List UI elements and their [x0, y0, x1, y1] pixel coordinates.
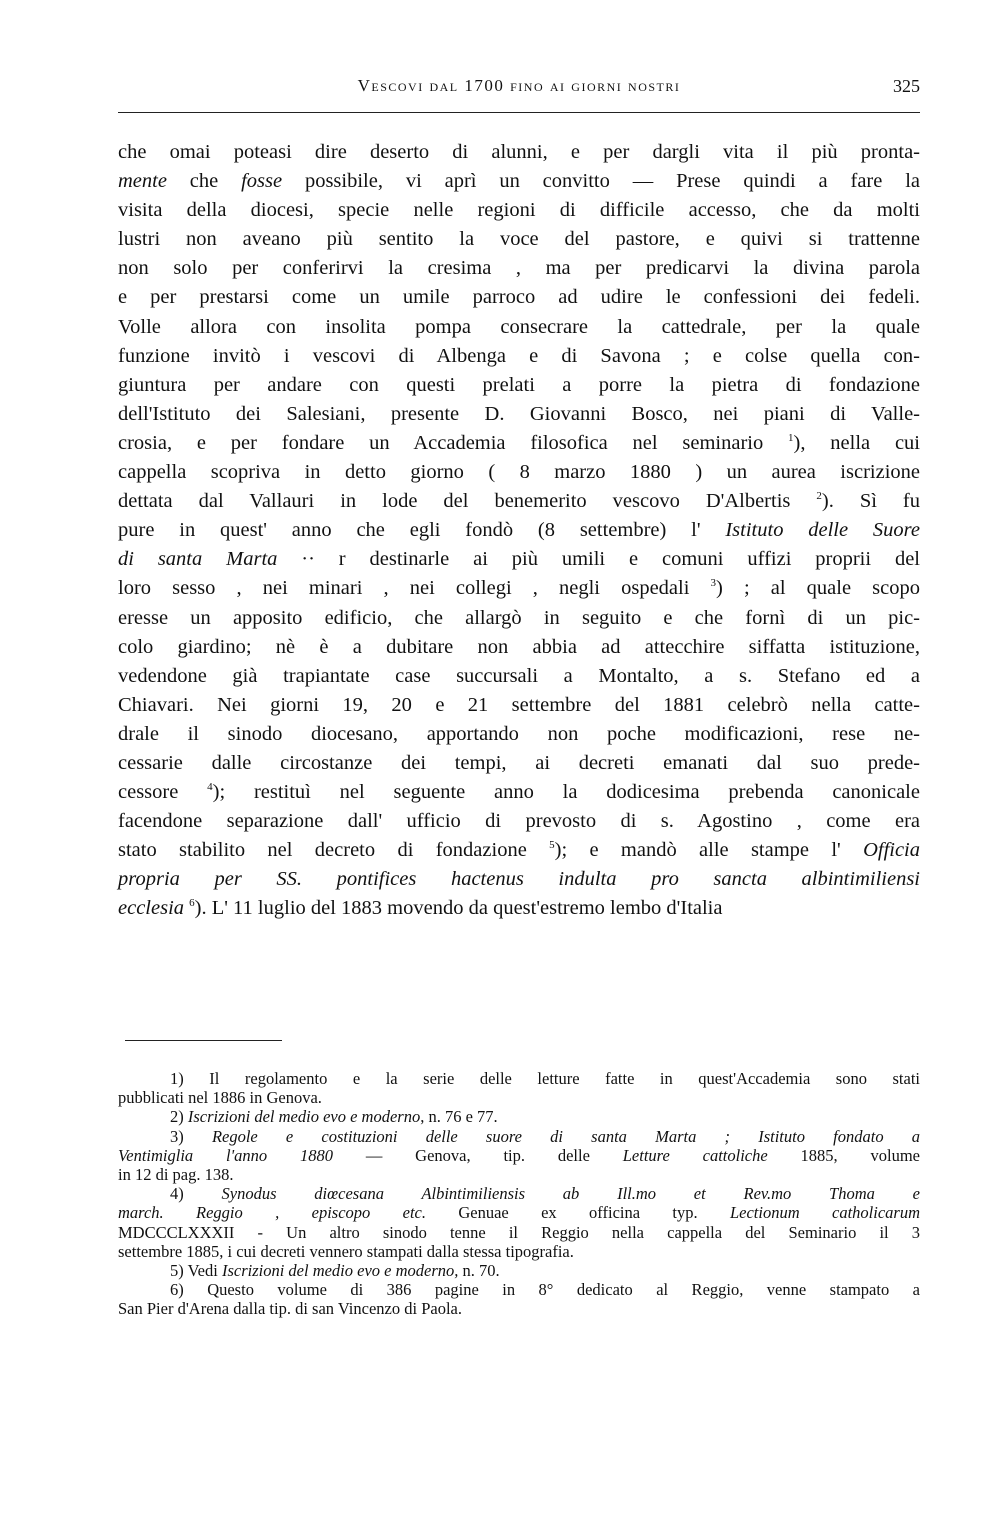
page-header — [118, 76, 920, 100]
text-run: visita della diocesi, specie nelle regioni di difficile accesso, che da molti — [118, 199, 920, 222]
text-run: Letture cattoliche — [622, 1145, 768, 1165]
text-run: ), nella cui — [793, 431, 920, 454]
footnote-line — [118, 1107, 920, 1126]
body-line — [118, 225, 920, 254]
text-run: di santa Marta — [118, 548, 278, 571]
body-line — [118, 574, 920, 603]
body-line — [118, 662, 920, 691]
body-line — [118, 545, 920, 574]
footnote-3 — [118, 1127, 920, 1185]
body-line — [118, 516, 920, 545]
text-run: dell'Istituto dei Salesiani, presente D. Giovanni Bosco, nei piani di Valle- — [118, 402, 920, 425]
text-run: Iscrizioni del medio evo e moderno, — [221, 1261, 459, 1281]
text-run: — Genova, tip. delle — [332, 1145, 623, 1165]
text-run: che — [166, 170, 242, 193]
text-run: n. 70. — [458, 1261, 500, 1281]
text-run: Istituto delle Suore — [725, 519, 920, 542]
text-run: 1885, volume — [767, 1145, 920, 1165]
footnote-ref: 5 — [549, 839, 555, 852]
footnote-6 — [118, 1280, 920, 1318]
footnote-5 — [118, 1261, 920, 1280]
text-run: funzione invitò i vescovi di Albenga e di Savona ; e colse quella con- — [118, 344, 920, 367]
body-text — [118, 138, 920, 924]
body-line — [118, 865, 920, 894]
body-line — [118, 604, 920, 633]
text-run: Volle allora con insolita pompa consecrare la cattedrale, per la quale — [118, 315, 920, 338]
text-run: ); e mandò alle stampe l' — [554, 839, 864, 862]
text-run: eresse un apposito edificio, che allargò in seguito e che fornì di un pic- — [118, 606, 920, 629]
text-run: 6) Questo volume di 386 pagine in 8° dedicato al Reggio, venne stampato a — [170, 1280, 920, 1300]
text-run: Synodus diœcesana Albintimiliensis ab Ill.mo et Rev.mo Thoma e — [221, 1184, 920, 1204]
footnote-2 — [118, 1107, 920, 1126]
text-run: propria per SS. pontifices hactenus indulta pro sancta albintimiliensi — [118, 868, 920, 891]
text-run: giuntura per andare con questi prelati a porre la pietra di fondazione — [118, 373, 920, 396]
footnote-ref: 4 — [207, 781, 213, 794]
text-run: possibile, vi aprì un convitto — Prese quindi a fare la — [282, 170, 921, 193]
text-run: cessore — [118, 781, 208, 804]
text-run: fosse — [241, 170, 283, 193]
text-run: mente — [118, 170, 167, 193]
text-run: Iscrizioni del medio evo e moderno — [187, 1107, 421, 1127]
text-run: in 12 di pag. 138. — [118, 1165, 234, 1185]
text-run: drale il sinodo diocesano, apportando non poche modificazioni, rese ne- — [118, 722, 920, 745]
text-run: crosia, e per fondare un Accademia filosofica nel seminario — [118, 431, 789, 454]
body-line — [118, 283, 920, 312]
text-run: dettata dal Vallauri in lode del benemerito vescovo D'Albertis — [118, 490, 817, 513]
footnote-rule — [125, 1040, 282, 1041]
footnote-1 — [118, 1069, 920, 1107]
footnote-line — [118, 1261, 920, 1280]
body-line — [118, 836, 920, 865]
page-number: 325 — [893, 76, 920, 96]
text-run: ); restituì nel seguente anno la dodicesima prebenda canonicale — [212, 781, 920, 804]
footnote-ref: 1 — [788, 432, 794, 445]
body-line — [118, 691, 920, 720]
text-run: march. Reggio , episcopo etc. — [118, 1203, 426, 1223]
body-line — [118, 807, 920, 836]
body-line — [118, 749, 920, 778]
text-run: San Pier d'Arena dalla tip. di san Vincenzo di Paola. — [118, 1299, 462, 1319]
footnote-line — [118, 1184, 920, 1203]
text-run: 1) Il regolamento e la serie delle letture fatte in quest'Accademia sono stati — [170, 1069, 920, 1088]
running-head: Vescovi dal 1700 fino ai giorni nostri — [357, 76, 681, 95]
text-run: ecclesia — [118, 897, 185, 920]
body-line — [118, 778, 920, 807]
footnote-line — [118, 1223, 920, 1242]
text-run: facendone separazione dall' ufficio di prevosto di s. Agostino , come era — [118, 810, 920, 833]
text-run: MDCCCLXXXII — [118, 1222, 235, 1242]
text-run: ). L' 11 luglio del 1883 movendo da quest'estremo lembo d'Italia — [194, 897, 723, 920]
text-run: Lectionum catholicarum — [729, 1203, 920, 1223]
text-run: 5) Vedi — [170, 1261, 222, 1281]
text-run: pubblicati nel 1886 in Genova. — [118, 1088, 322, 1108]
text-run: - Un altro sinodo tenne il Reggio nella cappella del Seminario il 3 — [234, 1222, 920, 1242]
body-line — [118, 313, 920, 342]
footnote-line — [118, 1299, 920, 1318]
text-run: ) ; al quale scopo — [716, 577, 920, 600]
body-line — [118, 400, 920, 429]
text-run: Genuae ex officina typ. — [426, 1203, 730, 1223]
text-run: lustri non aveano più sentito la voce del pastore, e quivi si trattenne — [118, 228, 920, 251]
body-line — [118, 894, 920, 923]
text-run: Regole e costituzioni delle suore di santa Marta ; Istituto fondato a — [211, 1126, 920, 1146]
footnote-line — [118, 1146, 920, 1165]
body-line — [118, 254, 920, 283]
text-run: che omai poteasi dire deserto di alunni, e per dargli vita il più pronta- — [118, 141, 920, 163]
text-run: Ventimiglia l'anno 1880 — [118, 1145, 333, 1165]
header-rule — [118, 112, 920, 113]
body-line — [118, 429, 920, 458]
text-run: 4) — [170, 1184, 222, 1204]
footnote-ref: 2 — [816, 490, 822, 503]
text-run: Chiavari. Nei giorni 19, 20 e 21 settembre del 1881 celebrò nella catte- — [118, 693, 920, 716]
footnote-4 — [118, 1184, 920, 1261]
text-run: vedendone già trapiantate case succursali a Montalto, a s. Stefano ed a — [118, 664, 920, 687]
body-line — [118, 342, 920, 371]
text-run: settembre 1885, i cui decreti vennero stampati dalla stessa tipografia. — [118, 1241, 574, 1261]
footnote-line — [118, 1280, 920, 1299]
text-run: ·· r destinarle ai più umili e comuni uffizi proprii del — [277, 548, 920, 571]
footnote-line — [118, 1069, 920, 1088]
body-line — [118, 196, 920, 225]
text-run: 2) — [170, 1107, 188, 1127]
footnote-line — [118, 1165, 920, 1184]
footnote-line — [118, 1242, 920, 1261]
footnote-line — [118, 1203, 920, 1222]
text-run: 3) — [170, 1126, 212, 1146]
body-line — [118, 167, 920, 196]
text-run: cappella scopriva in detto giorno ( 8 marzo 1880 ) un aurea iscrizione — [118, 461, 920, 484]
body-line — [118, 371, 920, 400]
text-run: stato stabilito nel decreto di fondazione — [118, 839, 550, 862]
body-line — [118, 138, 920, 167]
text-run: , n. 76 e 77. — [420, 1107, 498, 1127]
body-line — [118, 633, 920, 662]
text-run: loro sesso , nei minari , nei collegi , negli ospedali — [118, 577, 711, 600]
text-run: non solo per conferirvi la cresima , ma per predicarvi la divina parola — [118, 257, 920, 280]
text-run: ). Sì fu — [821, 490, 920, 513]
footnote-ref: 6 — [189, 897, 195, 910]
text-run: pure in quest' anno che egli fondò (8 settembre) l' — [118, 519, 726, 542]
footnotes — [118, 1069, 920, 1319]
text-run: Officia — [863, 839, 920, 862]
footnote-line — [118, 1127, 920, 1146]
body-line — [118, 720, 920, 749]
footnote-ref: 3 — [710, 577, 717, 590]
text-run: colo giardino; nè è a dubitare non abbia ad attecchire siffatta istituzione, — [118, 635, 920, 658]
footnote-line — [118, 1088, 920, 1107]
text-run: e per prestarsi come un umile parroco ad udire le confessioni dei fedeli. — [118, 286, 920, 309]
text-run: cessarie dalle circostanze dei tempi, ai decreti emanati dal suo prede- — [118, 751, 920, 774]
body-line — [118, 458, 920, 487]
body-line — [118, 487, 920, 516]
